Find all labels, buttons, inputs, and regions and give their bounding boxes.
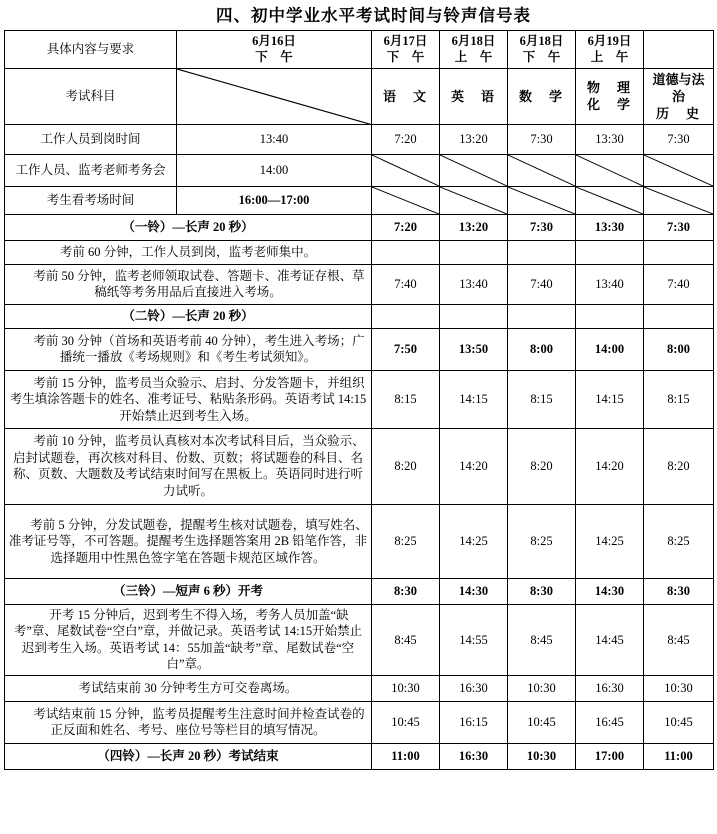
- row-time-0: 11:00: [372, 743, 440, 769]
- row-time-0: 7:40: [372, 264, 440, 304]
- row-time-2: 8:25: [508, 504, 576, 578]
- row-time-4: 7:30: [644, 214, 714, 240]
- row-blank-diagonal: [576, 186, 644, 214]
- row-time-3: 14:00: [576, 328, 644, 370]
- row-time-3: 14:45: [576, 604, 644, 675]
- row-merged-label: 考前 10 分钟，监考员认真核对本次考试科目后，当众验示、启封试题卷，再次核对科目、份数、页数；将试题卷的科目、名称、页数、大题数及考试结束时间写在黑板上。英语同时进行听力试听。: [5, 428, 372, 504]
- row-merged-label: （二铃）—长声 20 秒）: [5, 304, 372, 328]
- row-time-4: 7:30: [644, 124, 714, 154]
- row-time-3: 13:30: [576, 124, 644, 154]
- row-time-2: [508, 304, 576, 328]
- row-blank-diagonal: [508, 154, 576, 186]
- row-time-0: [372, 304, 440, 328]
- row-merged-label: （四铃）—长声 20 秒）考试结束: [5, 743, 372, 769]
- row-time-4: 8:15: [644, 370, 714, 428]
- table-row: [5, 743, 714, 769]
- row-time-2: 7:40: [508, 264, 576, 304]
- row-blank-diagonal: [440, 186, 508, 214]
- table-row: [5, 578, 714, 604]
- header-date-0: 6月16日 下 午: [177, 31, 372, 69]
- row-time-0: 8:20: [372, 428, 440, 504]
- row-time-1: 16:30: [440, 743, 508, 769]
- row-time-3: 16:30: [576, 675, 644, 701]
- row-time-2: 7:30: [508, 214, 576, 240]
- row-time-4: 10:30: [644, 675, 714, 701]
- row-time-1: 13:20: [440, 214, 508, 240]
- row-time-0: 7:20: [372, 214, 440, 240]
- row-time-4: 7:40: [644, 264, 714, 304]
- table-header-dates: [5, 31, 714, 69]
- row-col1: 14:00: [177, 154, 372, 186]
- row-time-0: 8:25: [372, 504, 440, 578]
- row-time-3: 13:30: [576, 214, 644, 240]
- row-merged-label: 考前 50 分钟，监考老师领取试卷、答题卡、准考证存根、草稿纸等考务用品后直接进入考场。: [5, 264, 372, 304]
- row-blank-diagonal: [644, 154, 714, 186]
- page-title: 四、初中学业水平考试时间与铃声信号表: [216, 7, 531, 25]
- row-time-0: 7:50: [372, 328, 440, 370]
- row-blank-diagonal: [372, 154, 440, 186]
- row-time-3: 17:00: [576, 743, 644, 769]
- row-time-1: 14:15: [440, 370, 508, 428]
- row-merged-label: 考前 5 分钟，分发试题卷，提醒考生核对试题卷，填写姓名、准考证号等，不可答题。提醒考生选择题答案用 2B 铅笔作答，非选择题用中性黑色签字笔在答题卡规范区域作答。: [5, 504, 372, 578]
- row-merged-label: 考前 60 分钟，工作人员到岗，监考老师集中。: [5, 240, 372, 264]
- row-time-0: [372, 240, 440, 264]
- row-label: 工作人员、监考老师考务会: [5, 154, 177, 186]
- row-time-3: 14:20: [576, 428, 644, 504]
- row-merged-label: 考前 30 分钟（首场和英语考前 40 分钟），考生进入考场；广播统一播放《考场规则》和《考生考试须知》。: [5, 328, 372, 370]
- row-col1: 16:00—17:00: [177, 186, 372, 214]
- header-subject-0: 语 文: [372, 68, 440, 124]
- row-time-2: 8:00: [508, 328, 576, 370]
- row-time-2: 10:45: [508, 701, 576, 743]
- row-time-2: 8:30: [508, 578, 576, 604]
- row-time-1: [440, 304, 508, 328]
- row-time-4: 8:45: [644, 604, 714, 675]
- table-row: [5, 428, 714, 504]
- header-subject-2: 数 学: [508, 68, 576, 124]
- row-time-0: 10:30: [372, 675, 440, 701]
- header-date-4: 6月19日 上 午: [576, 31, 644, 69]
- row-merged-label: 考试结束前 15 分钟，监考员提醒考生注意时间并检查试卷的正反面和姓名、考号、座位号等栏目的填写情况。: [5, 701, 372, 743]
- row-time-0: 8:45: [372, 604, 440, 675]
- row-blank-diagonal: [644, 186, 714, 214]
- row-time-1: 14:55: [440, 604, 508, 675]
- table-row: [5, 240, 714, 264]
- row-time-3: [576, 304, 644, 328]
- header-date-3: 6月18日 下 午: [508, 31, 576, 69]
- row-time-1: 13:40: [440, 264, 508, 304]
- row-time-4: [644, 240, 714, 264]
- header-subject-blank: [177, 68, 372, 124]
- table-row: [5, 675, 714, 701]
- table-row: [5, 214, 714, 240]
- row-time-2: 8:45: [508, 604, 576, 675]
- row-label: 考生看考场时间: [5, 186, 177, 214]
- row-time-1: 16:30: [440, 675, 508, 701]
- table-row: [5, 701, 714, 743]
- row-col1: 13:40: [177, 124, 372, 154]
- header-subject-3: 物 理 化 学: [576, 68, 644, 124]
- row-time-3: 14:30: [576, 578, 644, 604]
- row-label: 工作人员到岗时间: [5, 124, 177, 154]
- row-blank-diagonal: [372, 186, 440, 214]
- table-row: [5, 186, 714, 214]
- header-subject-label: 考试科目: [5, 68, 177, 124]
- row-time-4: 8:00: [644, 328, 714, 370]
- row-time-2: 10:30: [508, 743, 576, 769]
- row-time-3: 13:40: [576, 264, 644, 304]
- row-time-1: 14:30: [440, 578, 508, 604]
- row-time-3: 14:25: [576, 504, 644, 578]
- row-time-1: 13:20: [440, 124, 508, 154]
- row-merged-label: （三铃）—短声 6 秒）开考: [5, 578, 372, 604]
- header-content-label: 具体内容与要求: [5, 31, 177, 69]
- row-merged-label: （一铃）—长声 20 秒）: [5, 214, 372, 240]
- table-row: [5, 304, 714, 328]
- table-row: [5, 124, 714, 154]
- row-time-2: [508, 240, 576, 264]
- row-time-3: [576, 240, 644, 264]
- table-row: [5, 370, 714, 428]
- row-merged-label: 考试结束前 30 分钟考生方可交卷离场。: [5, 675, 372, 701]
- row-time-4: 8:25: [644, 504, 714, 578]
- row-time-1: 13:50: [440, 328, 508, 370]
- row-blank-diagonal: [508, 186, 576, 214]
- row-merged-label: 考前 15 分钟，监考员当众验示、启封、分发答题卡，并组织考生填涂答题卡的姓名、准考证号、粘贴条形码。英语考试 14:15开始禁止迟到考生入场。: [5, 370, 372, 428]
- row-time-0: 7:20: [372, 124, 440, 154]
- row-time-1: 16:15: [440, 701, 508, 743]
- row-time-1: 14:25: [440, 504, 508, 578]
- row-time-4: [644, 304, 714, 328]
- row-time-3: 16:45: [576, 701, 644, 743]
- row-time-1: 14:20: [440, 428, 508, 504]
- row-time-2: 10:30: [508, 675, 576, 701]
- table-row: [5, 328, 714, 370]
- header-date-5: [644, 31, 714, 69]
- header-date-2: 6月18日 上 午: [440, 31, 508, 69]
- row-time-1: [440, 240, 508, 264]
- row-time-2: 8:15: [508, 370, 576, 428]
- exam-schedule-table: [4, 30, 714, 770]
- row-time-4: 8:20: [644, 428, 714, 504]
- table-row: [5, 604, 714, 675]
- row-time-4: 8:30: [644, 578, 714, 604]
- row-time-0: 8:30: [372, 578, 440, 604]
- table-header-subjects: [5, 68, 714, 124]
- table-row: [5, 504, 714, 578]
- header-date-1: 6月17日 下 午: [372, 31, 440, 69]
- row-blank-diagonal: [440, 154, 508, 186]
- row-blank-diagonal: [576, 154, 644, 186]
- row-time-3: 14:15: [576, 370, 644, 428]
- table-row: [5, 154, 714, 186]
- row-time-0: 8:15: [372, 370, 440, 428]
- table-row: [5, 264, 714, 304]
- row-time-2: 8:20: [508, 428, 576, 504]
- header-subject-4: 道德与法治 历 史: [644, 68, 714, 124]
- row-time-0: 10:45: [372, 701, 440, 743]
- row-time-4: 10:45: [644, 701, 714, 743]
- row-merged-label: 开考 15 分钟后，迟到考生不得入场，考务人员加盖“缺考”章、尾数试卷“空白”章，并做记录。英语考试 14:15开始禁止迟到考生入场。英语考试 14：55加盖“缺考”章、尾数试卷“空白”章。: [5, 604, 372, 675]
- header-subject-1: 英 语: [440, 68, 508, 124]
- row-time-2: 7:30: [508, 124, 576, 154]
- row-time-4: 11:00: [644, 743, 714, 769]
